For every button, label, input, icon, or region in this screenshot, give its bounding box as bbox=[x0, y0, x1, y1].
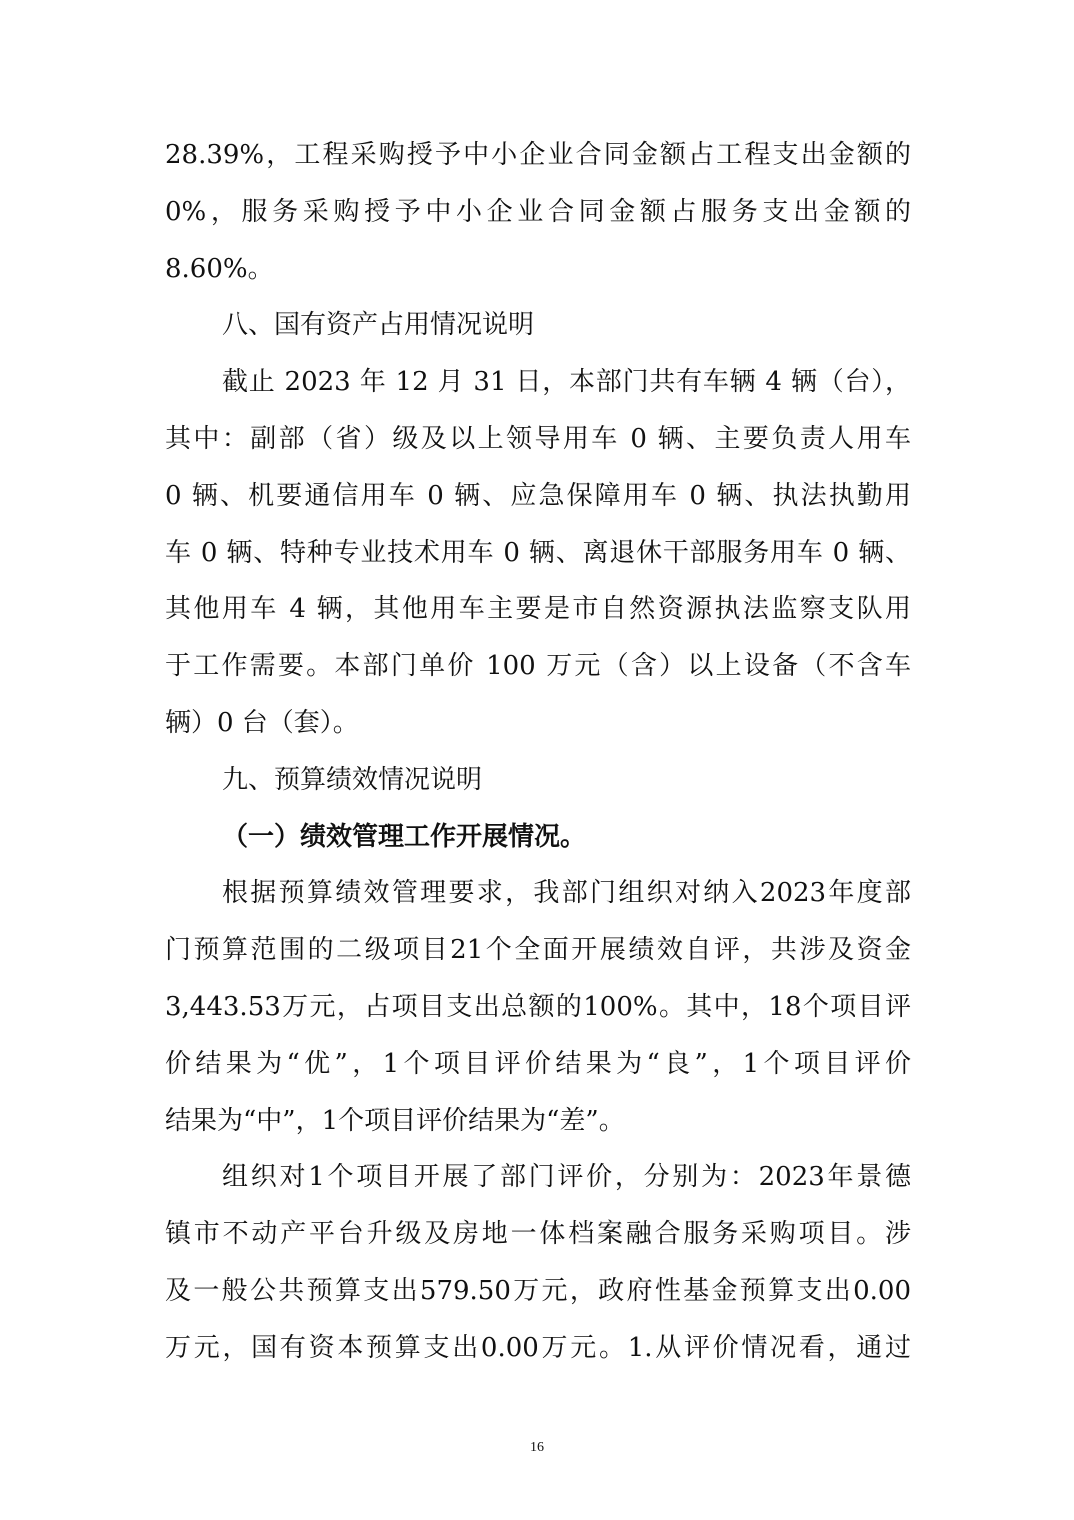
text-line: 3,443.53万元，占项目支出总额的100%。其中，18个项目评 bbox=[165, 991, 911, 1022]
text-line: 截止 2023 年 12 月 31 日，本部门共有车辆 4 辆（台）， bbox=[222, 367, 911, 398]
text-line: 其中：副部（省）级及以上领导用车 0 辆、主要负责人用车 bbox=[165, 423, 911, 454]
document-body bbox=[165, 127, 911, 1377]
subsection-heading: （一）绩效管理工作开展情况。 bbox=[222, 821, 587, 852]
text-line: 0%，服务采购授予中小企业合同金额占服务支出金额的 bbox=[165, 196, 911, 227]
text-line: 根据预算绩效管理要求，我部门组织对纳入2023年度部 bbox=[222, 878, 911, 909]
text-line: 辆）0 台（套）。 bbox=[165, 707, 359, 738]
text-line: 组织对1个项目开展了部门评价，分别为：2023年景德 bbox=[222, 1162, 911, 1193]
section-heading: 九、预算绩效情况说明 bbox=[222, 764, 483, 795]
text-line: 其他用车 4 辆，其他用车主要是市自然资源执法监察支队用 bbox=[165, 594, 911, 625]
text-line: 0 辆、机要通信用车 0 辆、应急保障用车 0 辆、执法执勤用 bbox=[165, 480, 911, 511]
text-line: 万元，国有资本预算支出0.00万元。1.从评价情况看，通过 bbox=[165, 1332, 911, 1363]
text-line: 28.39%，工程采购授予中小企业合同金额占工程支出金额的 bbox=[165, 140, 911, 170]
text-line: 价结果为“优”，1个项目评价结果为“良”，1个项目评价 bbox=[165, 1048, 911, 1079]
text-line: 8.60%。 bbox=[165, 253, 274, 284]
section-heading: 八、国有资产占用情况说明 bbox=[222, 310, 535, 341]
text-line: 及一般公共预算支出579.50万元，政府性基金预算支出0.00 bbox=[165, 1275, 911, 1306]
text-line: 于工作需要。本部门单价 100 万元（含）以上设备（不含车 bbox=[165, 651, 911, 682]
text-line: 镇市不动产平台升级及房地一体档案融合服务采购项目。涉 bbox=[165, 1219, 911, 1250]
text-line: 车 0 辆、特种专业技术用车 0 辆、离退休干部服务用车 0 辆、 bbox=[165, 537, 911, 568]
text-line: 门预算范围的二级项目21个全面开展绩效自评，共涉及资金 bbox=[165, 935, 911, 966]
text-line: 结果为“中”，1个项目评价结果为“差”。 bbox=[165, 1105, 625, 1136]
page-number: 16 bbox=[530, 1440, 544, 1455]
